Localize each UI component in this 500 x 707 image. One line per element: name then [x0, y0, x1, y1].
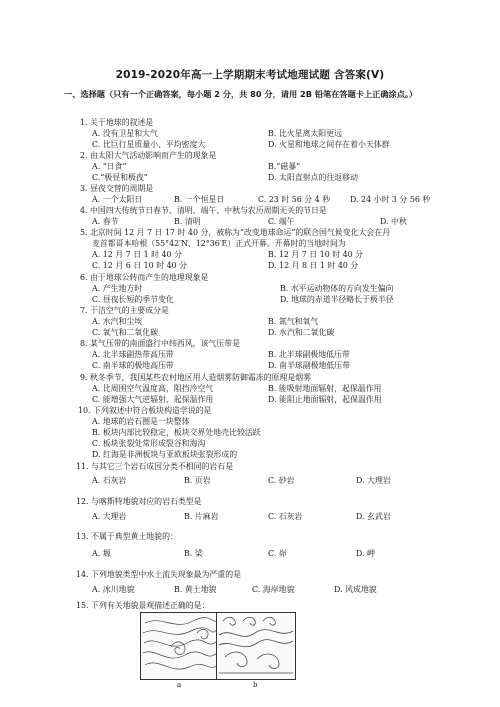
option-7d: D. 水汽和二氧化碳: [268, 328, 335, 337]
option-6a: A. 产生地方时: [92, 284, 143, 293]
question-12: 12. 与喀斯特地貌对应的岩石类型是: [76, 497, 202, 506]
option-5d: D. 12 月 8 日 1 时 40 分: [268, 261, 359, 270]
option-13b: B. 梁: [184, 549, 203, 558]
option-11c: C. 砂岩: [268, 476, 295, 485]
option-9d: D. 能阻止地面辐射，起保温作用: [268, 395, 382, 404]
option-6b: B. 水平运动物体的方向发生偏向: [280, 284, 394, 293]
section-instruction: 一、选择题（只有一个正确答案，每小题 2 分，共 80 分，请用 2B 铅笔在答题卡上正确涂点。）: [64, 89, 418, 99]
option-6c: C. 昼夜长短的季节变化: [92, 295, 174, 304]
question-4: 4. 中国四大传统节日春节、清明、端午、中秋与农历周期无关的节日是: [80, 206, 327, 215]
option-4d: D. 中秋: [380, 217, 407, 226]
option-14a: A. 冰川地貌: [92, 585, 135, 594]
option-1c: C. 比巨行星质量小、平均密度大: [92, 140, 206, 149]
question-8: 8. 某气压带的南面盛行中纬西风，该气压带是: [80, 339, 240, 348]
page-title: 2019-2020年高一上学期期末考试地理试题 含答案(V): [115, 69, 385, 81]
question-5: 5. 北京时间 12 月 7 日 17 时 40 分，被称为“改变地球命运”的联合国气候变化大会在丹: [80, 228, 391, 237]
option-14c: C. 海岸地貌: [252, 585, 295, 594]
option-2b: B.“磁暴”: [268, 162, 301, 171]
option-7b: B. 氮气和氧气: [268, 317, 319, 326]
option-11b: B. 页岩: [184, 476, 211, 485]
figure-a-label: a: [177, 681, 182, 689]
option-3d: D. 24 小时 3 分 56 秒: [350, 195, 431, 204]
question-15: 15. 下列有关地貌景观描述正确的是：: [76, 601, 210, 610]
question-13: 13. 不属于典型黄土地貌的：: [76, 532, 178, 541]
option-8c: C. 南半球的极地高压带: [92, 361, 174, 370]
option-10a: A. 地球的岩石圈是一块整体: [92, 417, 190, 426]
option-7a: A. 水汽和尘埃: [92, 317, 143, 326]
question-6: 6. 由于地球公转而产生的地理现象是: [80, 273, 209, 282]
option-4c: C. 端午: [268, 217, 295, 226]
question-14: 14. 下列地貌类型中水土流失现象最为严重的是: [76, 570, 241, 579]
option-13d: D. 岬: [356, 549, 375, 558]
option-6d: D. 地球的赤道半径略长于极半径: [280, 295, 394, 304]
figure-b-label: b: [253, 681, 258, 689]
option-10c: C. 板块张裂处常形成裂谷和海沟: [92, 439, 206, 448]
option-8d: D. 南半球副极地低压带: [268, 361, 351, 370]
question-10: 10. 下列叙述中符合板块构造学说的是: [78, 406, 212, 415]
option-11d: D. 大理岩: [356, 476, 391, 485]
option-12a: A. 大理岩: [92, 512, 127, 521]
option-1b: B. 比火星离太阳更远: [268, 129, 342, 138]
option-12b: B. 片麻岩: [184, 512, 219, 521]
option-4b: B. 清明: [174, 217, 201, 226]
option-1a: A. 没有卫星和大气: [92, 129, 158, 138]
option-2c: C.“极昼和极夜”: [92, 173, 148, 182]
option-3b: B. 一个恒星日: [174, 195, 225, 204]
option-5a: A. 12 月 7 日 1 时 40 分: [92, 250, 182, 259]
option-12d: D. 玄武岩: [356, 512, 391, 521]
option-5b: B. 12 月 7 日 10 时 40 分: [268, 250, 364, 259]
option-2a: A. “日食”: [92, 162, 127, 171]
question-2: 2. 由太阳大气活动影响而产生的现象是: [80, 151, 217, 160]
option-9c: C. 能增强大气逆辐射，起保温作用: [92, 395, 214, 404]
question-11: 11. 与其它三个岩石成因分类不相同的岩石是: [76, 462, 234, 471]
option-13a: A. 塬: [92, 549, 111, 558]
option-13c: C. 峁: [268, 549, 287, 558]
option-7c: C. 氧气和二氧化碳: [92, 328, 159, 337]
option-8a: A. 北半球副热带高压带: [92, 350, 174, 359]
option-10b: B. 板块内部比较稳定，板块交界处地壳比较活跃: [92, 428, 261, 437]
option-1d: D. 火星和地球之间存在着小天体群: [268, 140, 390, 149]
question-9: 9. 秋冬季节，我国某些农村地区用人造烟雾防御霜冻的原理是烟雾: [80, 373, 311, 382]
option-2d: D. 太阳直射点的往返移动: [268, 173, 358, 182]
question-7: 7. 干洁空气的主要成分是: [80, 306, 169, 315]
figure-a-image: [140, 612, 220, 680]
option-3a: A. 一个太阳日: [92, 195, 143, 204]
option-3c: C. 23 时 56 分 4 秒: [258, 195, 331, 204]
question-3: 3. 昼夜交替的周期是: [80, 184, 154, 193]
option-12c: C. 石灰岩: [268, 512, 303, 521]
option-9a: A. 比周围空气温度高，阻挡冷空气: [92, 384, 214, 393]
option-9b: B. 能吸射地面辐射，起保温作用: [268, 384, 382, 393]
option-5c: C. 12 月 6 日 10 时 40 分: [92, 261, 188, 270]
option-14b: B. 黄土地貌: [174, 585, 217, 594]
option-14d: D. 风成地貌: [334, 585, 377, 594]
question-5-cont: 麦首都哥本哈根（55°42′N、12°36′E）正式开幕。开幕时的当地时间为: [92, 239, 346, 248]
option-8b: B. 北半球副极地低压带: [268, 350, 350, 359]
option-10d: D. 红海是非洲板块与亚欧板块张裂形成的: [92, 450, 238, 459]
figure-b-image: [216, 612, 296, 680]
option-4a: A. 春节: [92, 217, 119, 226]
option-11a: A. 石灰岩: [92, 476, 127, 485]
question-1: 1. 关于地球的叙述是: [80, 118, 154, 127]
